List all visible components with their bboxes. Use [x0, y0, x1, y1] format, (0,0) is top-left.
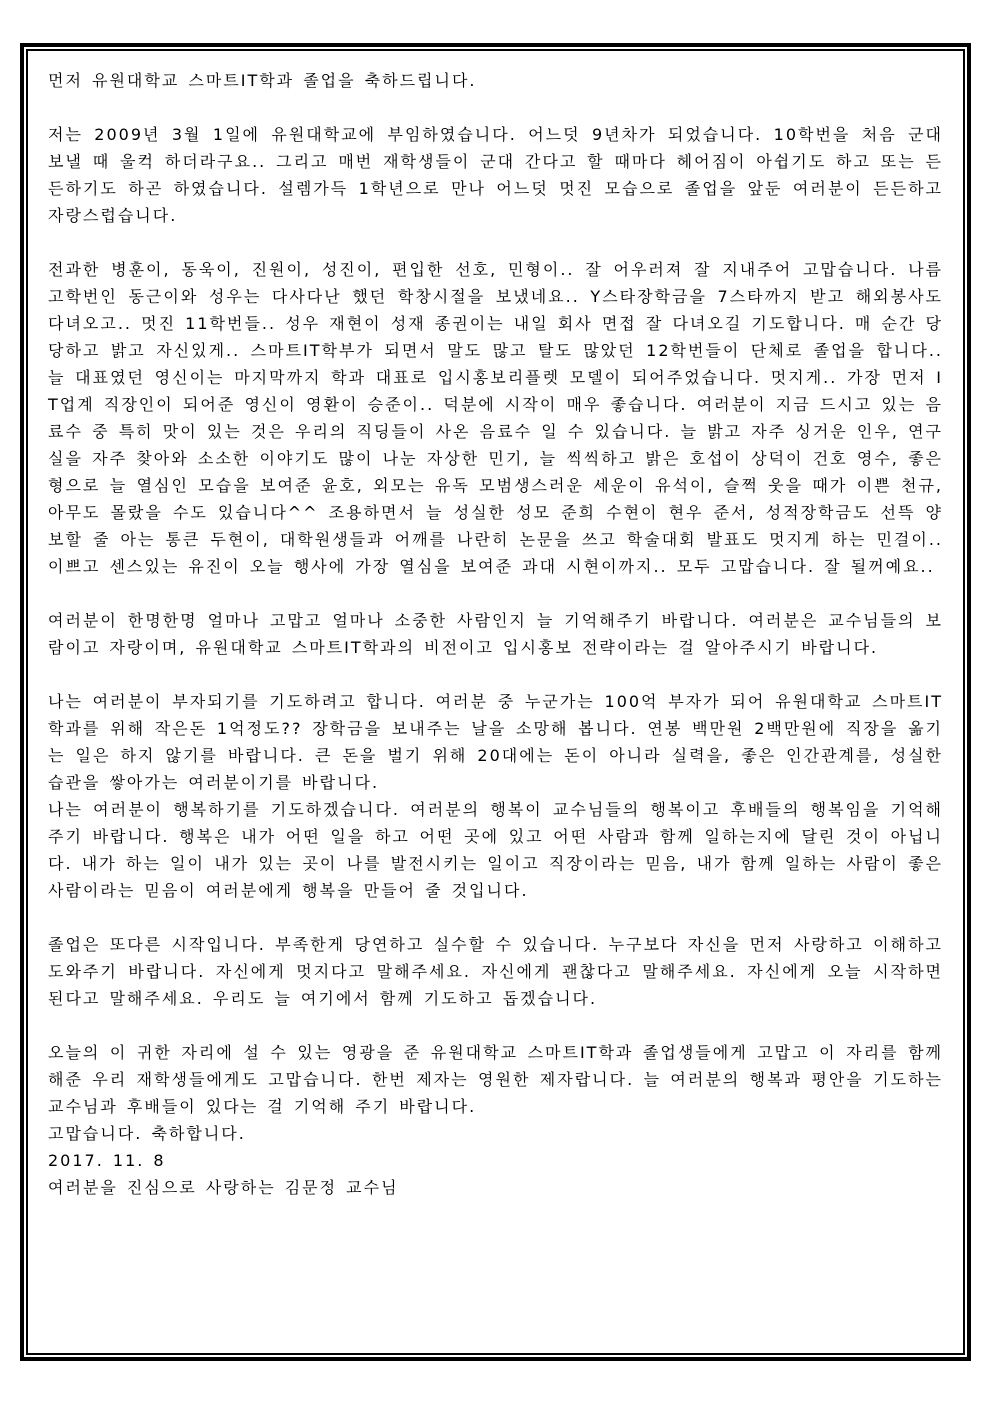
letter-paragraph: 전과한 병훈이, 동욱이, 진원이, 성진이, 편입한 선호, 민형이.. 잘 어우러져 잘 지내주어 고맙습니다. 나름 고학번인 동근이와 성우는 다사다난 했던 학창시절을 보냈네요.. Y스타장학금을 7스타까지 받고 해외봉사도 다녀오고.. 멋진 11학번들.. 성우 재현이 성재 종권이는 내일 회사 면접 잘 다녀오길 기도합니다. 매 순간 당당하고 밝고 자신있게.. 스마트IT학부가 되면서 말도 많고 탈도 많았던 12학번들이 단체로 졸업을 합니다.. 늘 대표였던 영신이는 마지막까지 학과 대표로 입시홍보리플렛 모델이 되어주었습니다. 멋지게.. 가장 먼저 IT업계 직장인이 되어준 영신이 영환이 승준이.. 덕분에 시작이 매우 좋습니다. 여러분이 지금 드시고 있는 음료수 중 특히 맛이 있는 것은 우리의 직딩들이 사온 음료수 일 수 있습니다. 늘 밝고 자주 싱거운 인우, 연구실을 자주 찾아와 소소한 이야기도 많이 나눈 자상한 민기, 늘 씩씩하고 밝은 호섭이 상덕이 건호 영수, 좋은 형으로 늘 열심인 모습을 보여준 윤호, 외모는 유독 모범생스러운 세운이 유석이, 슬쩍 웃을 때가 이쁜 천규, 아무도 몰랐을 수도 있습니다^^ 조용하면서 늘 성실한 성모 준희 수현이 현우 준서, 성적장학금도 선뜩 양보할 줄 아는 통큰 두현이, 대학원생들과 어깨를 나란히 논문을 쓰고 학술대회 발표도 멋지게 하는 민걸이.. 이쁘고 센스있는 유진이 오늘 행사에 가장 열심을 보여준 과대 시현이까지.. 모두 고맙습니다. 잘 될꺼예요..: [48, 260, 943, 576]
letter-paragraph: 저는 2009년 3월 1일에 유원대학교에 부임하였습니다. 어느덧 9년차가 되었습니다. 10학번을 처음 군대 보낼 때 울컥 하더라구요.. 그리고 매번 재학생들이 군대 간다고 할 때마다 헤어짐이 아쉽기도 하고 또는 든든하기도 하곤 하였습니다. 설렘가득 1학년으로 만나 어느덧 멋진 모습으로 졸업을 앞둔 여러분이 든든하고 자랑스럽습니다.: [48, 125, 943, 225]
letter-paragraph: 나는 여러분이 부자되기를 기도하려고 합니다. 여러분 중 누군가는 100억 부자가 되어 유원대학교 스마트IT학과를 위해 작은돈 1억정도?? 장학금을 보내주는 날을 소망해 봅니다. 연봉 백만원 2백만원에 직장을 옮기는 일은 하지 않기를 바랍니다. 큰 돈을 벌기 위해 20대에는 돈이 아니라 실력을, 좋은 인간관계를, 성실한 습관을 쌓아가는 여러분이기를 바랍니다.: [48, 692, 943, 792]
page-border-frame: [20, 43, 971, 1361]
letter-paragraph: 2017. 11. 8: [48, 1151, 166, 1170]
letter-paragraph: 먼저 유원대학교 스마트IT학과 졸업을 축하드립니다.: [48, 71, 477, 90]
letter-paragraph: 오늘의 이 귀한 자리에 설 수 있는 영광을 준 유원대학교 스마트IT학과 졸업생들에게 고맙고 이 자리를 함께 해준 우리 재학생들에게도 고맙습니다. 한번 제자는 영원한 제자랍니다. 늘 여러분의 행복과 평안을 기도하는 교수님과 후배들이 있다는 걸 기억해 주기 바랍니다.: [48, 1043, 943, 1116]
letter-body: [48, 67, 943, 1201]
letter-paragraph: 여러분이 한명한명 얼마나 고맙고 얼마나 소중한 사람인지 늘 기억해주기 바랍니다. 여러분은 교수님들의 보람이고 자랑이며, 유원대학교 스마트IT학과의 비전이고 입시홍보 전략이라는 걸 알아주시기 바랍니다.: [48, 611, 943, 657]
letter-paragraph: 여러분을 진심으로 사랑하는 김문정 교수님: [48, 1178, 399, 1197]
letter-paragraph: 졸업은 또다른 시작입니다. 부족한게 당연하고 실수할 수 있습니다. 누구보다 자신을 먼저 사랑하고 이해하고 도와주기 바랍니다. 자신에게 멋지다고 말해주세요. 자신에게 괜찮다고 말해주세요. 자신에게 오늘 시작하면 된다고 말해주세요. 우리도 늘 여기에서 함께 기도하고 돕겠습니다.: [48, 935, 943, 1008]
page-border-inner: [26, 49, 965, 1355]
letter-paragraph: 고맙습니다. 축하합니다.: [48, 1124, 246, 1143]
letter-paragraph: 나는 여러분이 행복하기를 기도하겠습니다. 여러분의 행복이 교수님들의 행복이고 후배들의 행복임을 기억해주기 바랍니다. 행복은 내가 어떤 일을 하고 어떤 곳에 있고 어떤 사람과 함께 일하는지에 달린 것이 아닙니다. 내가 하는 일이 내가 있는 곳이 나를 발전시키는 일이고 직장이라는 믿음, 내가 함께 일하는 사람이 좋은 사람이라는 믿음이 여러분에게 행복을 만들어 줄 것입니다.: [48, 800, 943, 900]
